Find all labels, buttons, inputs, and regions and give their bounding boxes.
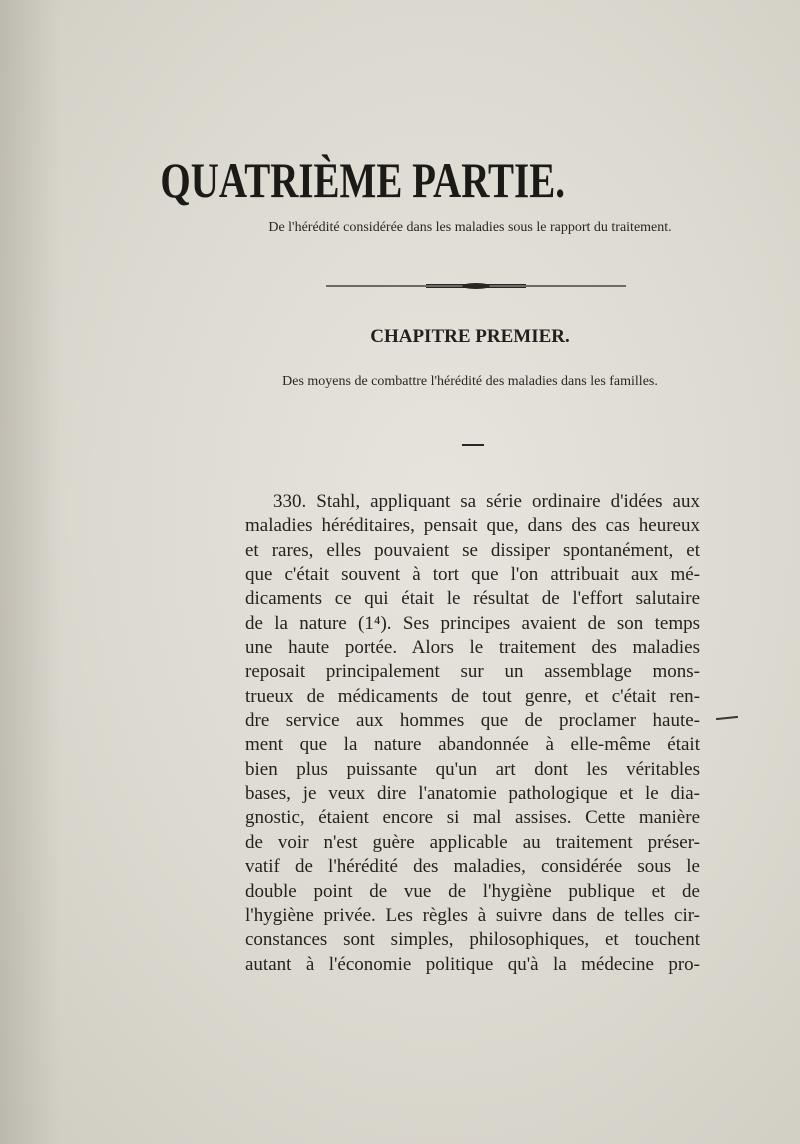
text-line: l'hygiène privée. Les règles à suivre dans de telles cir- [245,904,700,926]
text-line: et rares, elles pouvaient se dissiper spontanément, et [245,539,700,561]
section-divider [462,444,484,446]
part-title: QUATRIÈME PARTIE. [160,152,565,208]
text-line: double point de vue de l'hygiène publique et de [245,880,700,902]
text-line: bien plus puissante qu'un art dont les véritables [245,758,700,780]
text-line: constances sont simples, philosophiques, et touchent [245,929,700,951]
text-line: dicaments ce qui était le résultat de l'effort salutaire [245,588,700,610]
text-line: 330. Stahl, appliquant sa série ordinaire d'idées aux [273,491,700,512]
text-line: trueux de médicaments de tout genre, et c'était ren- [245,685,700,707]
text-line: reposait principalement sur un assemblage mons- [245,661,700,683]
body-paragraph [245,490,700,977]
text-line: bases, je veux dire l'anatomie pathologique et le dia- [245,783,700,805]
text-line: ment que la nature abandonnée à elle-même était [245,734,700,756]
chapter-subtitle: Des moyens de combattre l'hérédité des maladies dans les familles. [282,374,658,389]
text-line: que c'était souvent à tort que l'on attribuait aux mé- [245,564,700,586]
text-line: une haute portée. Alors le traitement des maladies [245,637,700,659]
text-line: vatif de l'hérédité des maladies, considérée sous le [245,856,700,878]
text-line: gnostic, étaient encore si mal assises. Cette manière [245,807,700,829]
part-subtitle: De l'hérédité considérée dans les maladies sous le rapport du traitement. [268,220,672,235]
margin-mark [716,716,738,720]
ornamental-rule [326,281,626,291]
text-line: dre service aux hommes que de proclamer haute- [245,710,700,732]
text-line: de la nature (1⁴). Ses principes avaient de son temps [245,612,700,634]
text-line: maladies héréditaires, pensait que, dans des cas heureux [245,515,700,537]
chapter-title: CHAPITRE PREMIER. [370,326,570,347]
text-line: de voir n'est guère applicable au traitement préser- [245,831,700,853]
text-line: autant à l'économie politique qu'à la médecine pro- [245,953,700,975]
